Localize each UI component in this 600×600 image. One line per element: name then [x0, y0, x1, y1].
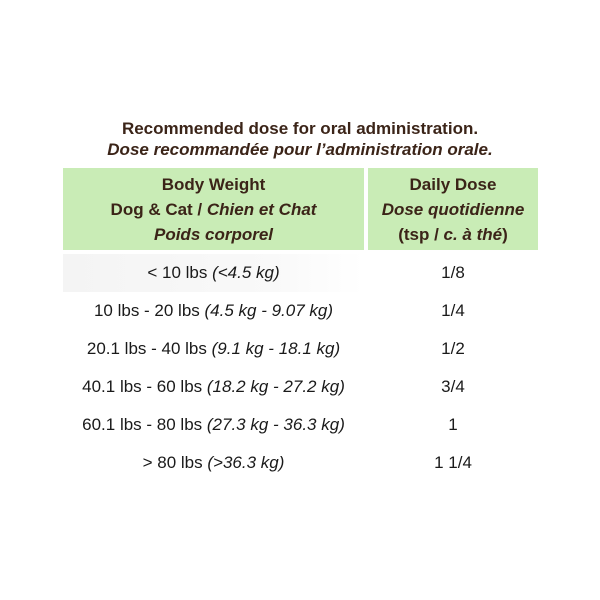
table-body	[63, 254, 538, 482]
weight-lbs: 10 lbs - 20 lbs	[93, 301, 205, 320]
header-unit-fr: c. à thé	[443, 224, 503, 244]
weight-kg: (9.1 kg - 18.1 kg)	[211, 339, 341, 358]
caption	[0, 118, 600, 160]
weight-lbs: 20.1 lbs - 40 lbs	[86, 339, 212, 358]
weight-kg: (18.2 kg - 27.2 kg)	[206, 377, 345, 396]
table-row	[63, 444, 538, 482]
header-species	[63, 197, 364, 222]
header-unit-open: (tsp /	[398, 224, 444, 244]
caption-french: Dose recommandée pour l’administration orale.	[107, 140, 493, 159]
weight-cell	[63, 444, 364, 482]
dose-cell: 1/4	[441, 301, 465, 320]
weight-lbs: > 80 lbs	[142, 453, 208, 472]
weight-cell	[63, 292, 364, 330]
weight-kg: (>36.3 kg)	[207, 453, 285, 472]
weight-cell	[63, 330, 364, 368]
table-row	[63, 368, 538, 406]
dose-table	[63, 168, 538, 482]
weight-cell	[63, 406, 364, 444]
weight-lbs: < 10 lbs	[147, 263, 213, 282]
header-body-weight-fr: Poids corporel	[153, 224, 274, 244]
table-row	[63, 254, 538, 292]
table-row	[63, 330, 538, 368]
weight-kg: (<4.5 kg)	[212, 263, 280, 282]
header-species-en: Dog & Cat /	[110, 199, 207, 219]
dose-cell: 3/4	[441, 377, 465, 396]
weight-lbs: 40.1 lbs - 60 lbs	[82, 377, 207, 396]
table-row	[63, 292, 538, 330]
dose-cell: 1/8	[441, 263, 465, 282]
header-species-fr: Chien et Chat	[206, 199, 317, 219]
header-body-weight-en: Body Weight	[161, 174, 266, 194]
header-daily-dose-en: Daily Dose	[409, 174, 497, 194]
caption-english: Recommended dose for oral administration.	[121, 119, 479, 138]
header-daily-dose	[368, 168, 538, 250]
table-header	[63, 168, 538, 250]
header-body-weight	[63, 168, 364, 250]
header-unit	[368, 222, 538, 247]
dose-cell: 1	[448, 415, 458, 434]
weight-kg: (27.3 kg - 36.3 kg)	[206, 415, 345, 434]
header-unit-close: )	[502, 224, 508, 244]
table-row	[63, 406, 538, 444]
weight-kg: (4.5 kg - 9.07 kg)	[204, 301, 334, 320]
weight-cell	[63, 254, 364, 292]
dose-cell: 1 1/4	[434, 453, 472, 472]
header-daily-dose-fr: Dose quotidienne	[381, 199, 525, 219]
dose-cell: 1/2	[441, 339, 465, 358]
weight-lbs: 60.1 lbs - 80 lbs	[82, 415, 207, 434]
weight-cell	[63, 368, 364, 406]
